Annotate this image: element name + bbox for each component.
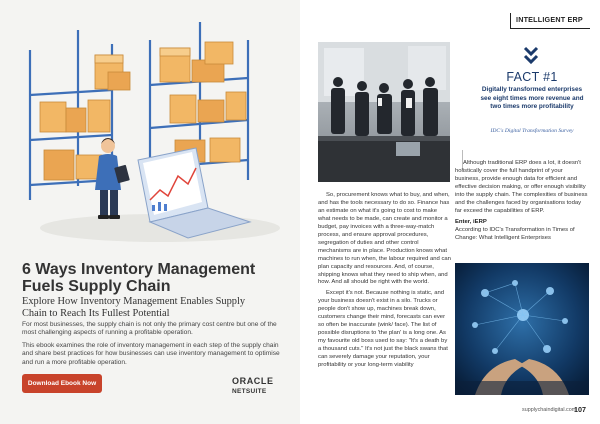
digital-network-hands-photo (455, 263, 589, 395)
download-ebook-button[interactable]: Download Ebook Now (22, 374, 102, 393)
business-meeting-photo (318, 42, 450, 182)
logo-oracle-text: ORACLE (232, 376, 274, 386)
oracle-netsuite-logo (232, 376, 292, 398)
article-paragraph: So, procurement knows what to buy, and when, and has the tools necessary to do so. Finance has an estimate on what it's going to cost to make what needs to be made, can create and monitor a budget, pay invoices with a three-way-match process, and ensure approval procedures, segregation of duties and other control mechanisms are in place. Production knows what machines to run when, the labour required and can plan capacity and resources. And, of course, shipping knows what they need to ship when, and how. And all should be right with the world. (318, 192, 451, 286)
section-label: INTELLIGENT ERP (516, 15, 583, 24)
subheading-enter-ierp: Enter, iERP (455, 218, 487, 225)
advert-title: 6 Ways Inventory Management Fuels Supply Chain (22, 261, 256, 295)
advert-paragraph-1: For most businesses, the supply chain is not only the primary cost centre but one of the most challenging aspects of running a profitable operation. (22, 321, 277, 337)
advert-subtitle: Explore How Inventory Management Enables Supply Chain to Reach Its Fullest Potential (22, 296, 246, 319)
footer-url: supplychaindigital.com (522, 407, 577, 413)
page-number: 107 (574, 405, 586, 414)
logo-netsuite-text: NETSUITE (232, 388, 267, 395)
fact-source: IDC's Digital Transformation Survey (490, 128, 574, 134)
article-paragraph: Except it's not. Because nothing is static, and your business doesn't exist in a silo. Trucks or people don't show up, machines break down, customers change their mind, forecasts can ever so often be inaccurate (wink/ face). The list of possible disruptions to 'the plan' is a long one. As my favourite old boss used to say: "It's a death by a thousand cuts." It's not just the black swans that can severely damage your reputation, your profitability or your long-term viability (318, 290, 448, 369)
article-paragraph: According to IDC's Transformation in Times of Change: What Intelligent Enterprises (455, 226, 575, 241)
warehouse-illustration (0, 0, 300, 250)
article-column-2 (455, 160, 589, 246)
fact-text: Digitally transformed enterprises see eight times more revenue and two times more profitability (480, 86, 584, 111)
section-divider (510, 13, 511, 29)
article-column-1 (318, 192, 451, 373)
section-rule (510, 28, 590, 29)
article-paragraph: Although traditional ERP does a lot, it doesn't holistically cover the full handprint of your business, provide enough data for efficient and effective decision making, or offer enough visibility into the supply chain. The complexities of business and the challenges faced by organisations today far exceed the capabilities of ERP. (455, 160, 588, 214)
advert-paragraph-2: This ebook examines the role of inventory management in each step of the supply chain and share best practices for how businesses can use inventory management to optimise and run a more profitable operation. (22, 342, 280, 366)
fact-title: FACT #1 (506, 70, 558, 84)
double-chevron-down-icon (523, 46, 539, 66)
